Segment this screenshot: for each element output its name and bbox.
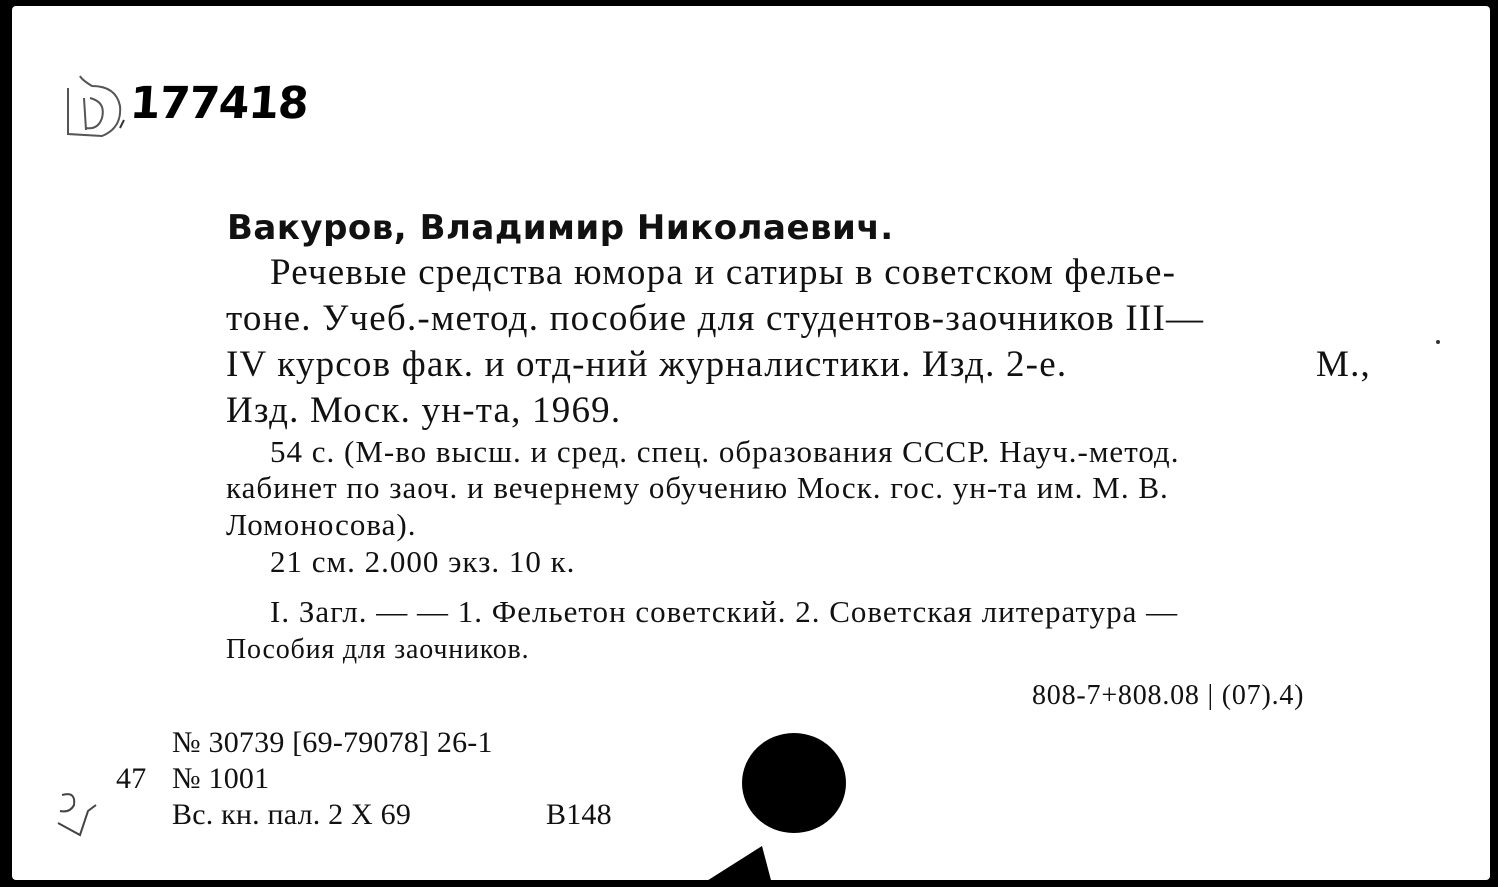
format-line: 21 см. 2.000 экз. 10 к. — [270, 544, 576, 579]
title-line-4: Изд. Моск. ун-та, 1969. — [226, 390, 622, 431]
title-line-3: IV курсов фак. и отд-ний журналистики. Изд. 2-е. — [226, 344, 1068, 385]
ink-smudge-icon — [692, 826, 782, 886]
subject-line-2: Пособия для заочников. — [226, 634, 530, 665]
title-line-1: Речевые средства юмора и сатиры в советском фелье- — [270, 252, 1177, 293]
press-line: Вс. кн. пал. 2 X 69 — [172, 798, 412, 831]
print-number-prefix: 47 — [116, 762, 147, 795]
catalog-card — [12, 6, 1490, 880]
note-line-2: кабинет по заоч. и вечернему обучению Моск. гос. ун-та им. М. В. — [226, 470, 1169, 505]
note-line-1: 54 с. (М-во высш. и сред. спец. образования СССР. Науч.-метод. — [270, 434, 1180, 469]
publication-place: М., — [1316, 344, 1371, 385]
dot-mark — [1432, 336, 1452, 356]
note-line-3: Ломоносова). — [226, 507, 417, 542]
classification-code: 808-7+808.08 | (07).4) — [1032, 680, 1305, 711]
order-line: № 30739 [69-79078] 26-1 — [172, 726, 493, 759]
print-number: № 1001 — [172, 762, 270, 795]
handwritten-mark-icon — [52, 791, 122, 841]
stamp-number: 177418 — [128, 78, 310, 129]
title-line-2: тоне. Учеб.-метод. пособие для студентов-заочников III— — [226, 298, 1205, 339]
card-code: B148 — [546, 798, 612, 831]
ink-blot — [742, 733, 846, 833]
subject-line-1: I. Загл. — — 1. Фельетон советский. 2. Советская литература — — [270, 594, 1179, 629]
author-heading: Вакуров, Владимир Николаевич. — [227, 208, 894, 248]
